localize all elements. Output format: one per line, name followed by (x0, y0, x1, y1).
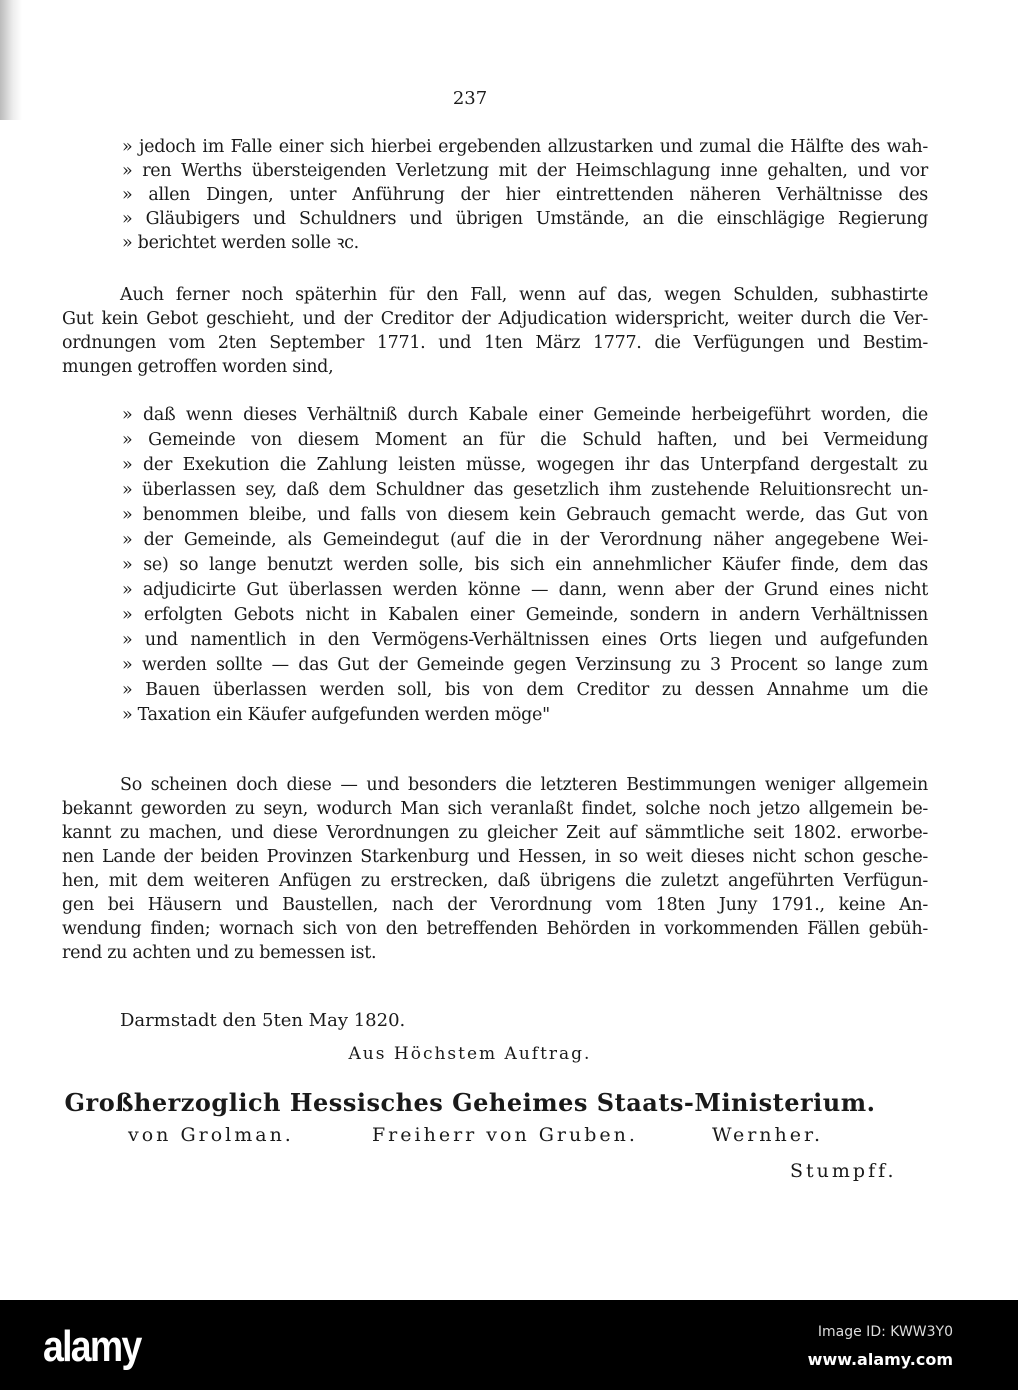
text-line: » ren Werths übersteigenden Verletzung mit der Heimschlagung inne gehalten, und vor (122, 161, 928, 181)
text-line: » der Gemeinde, als Gemeindegut (auf die in der Verordnung näher angegebene Wei- (122, 530, 928, 550)
date-line: Darmstadt den 5ten May 1820. (120, 1010, 406, 1031)
text-line: » werden sollte — das Gut der Gemeinde gegen Verzinsung zu 3 Procent so lange zum (122, 655, 928, 675)
signature-grolman: von Grolman. (128, 1124, 294, 1146)
text-line: mungen getroffen worden sind, (62, 357, 334, 377)
text-line: hen, mit dem weiteren Anfügen zu erstrecken, daß übrigens die zuletzt angeführten Verfügun- (62, 871, 928, 891)
text-line: » jedoch im Falle einer sich hierbei ergebenden allzustarken und zumal die Hälfte des wah- (122, 137, 928, 157)
text-line: » Gläubigers und Schuldners und übrigen Umstände, an die einschlägige Regierung (122, 209, 928, 229)
text-line: rend zu achten und zu bemessen ist. (62, 943, 377, 963)
text-line: » Taxation ein Käufer aufgefunden werden möge" (122, 705, 550, 725)
signature-wernher: Wernher. (712, 1124, 824, 1146)
text-line: » allen Dingen, unter Anführung der hier eintrettenden näheren Verhältnisse des (122, 185, 928, 205)
text-line: bekannt geworden zu seyn, wodurch Man sich veranlaßt findet, solche noch jetzo allgemein be- (62, 799, 928, 819)
text-line: » überlassen sey, daß dem Schuldner das gesetzlich ihm zustehende Reluitionsrecht un- (122, 480, 928, 500)
text-line: Gut kein Gebot geschieht, und der Creditor der Adjudication widerspricht, weiter durch die Ver- (62, 309, 928, 329)
text-line: » benommen bleibe, und falls von diesem kein Gebrauch gemacht werde, das Gut von (122, 505, 928, 525)
text-line: » der Exekution die Zahlung leisten müsse, wogegen ihr das Unterpfand dergestalt zu (122, 455, 928, 475)
ministry-heading: Großherzoglich Hessisches Geheimes Staats-Ministerium. (64, 1088, 876, 1117)
text-line: nen Lande der beiden Provinzen Starkenburg und Hessen, in so weit dieses nicht schon gesche- (62, 847, 928, 867)
site-url: www.alamy.com (807, 1350, 953, 1369)
text-line: » Gemeinde von diesem Moment an für die Schuld haften, und bei Vermeidung (122, 430, 928, 450)
text-line: » und namentlich in den Vermögens-Verhältnissen eines Orts liegen und aufgefunden (122, 630, 928, 650)
text-line: kannt zu machen, und diese Verordnungen zu gleicher Zeit auf sämmtliche seit 1802. erworbe- (62, 823, 928, 843)
text-line: » berichtet werden solle ꝛc. (122, 233, 359, 253)
text-line: So scheinen doch diese — und besonders die letzteren Bestimmungen weniger allgemein (120, 775, 928, 795)
watermark-footer (0, 1300, 1018, 1390)
text-line: gen bei Häusern und Baustellen, nach der Verordnung vom 18ten Juny 1791., keine An- (62, 895, 928, 915)
text-line: » erfolgten Gebots nicht in Kabalen einer Gemeinde, sondern in andern Verhältnissen (122, 605, 928, 625)
text-line: ordnungen vom 2ten September 1771. und 1ten März 1777. die Verfügungen und Bestim- (62, 333, 928, 353)
text-line: » Bauen überlassen werden soll, bis von dem Creditor zu dessen Annahme um die (122, 680, 928, 700)
order-line: Aus Höchstem Auftrag. (348, 1044, 592, 1064)
text-line: » daß wenn dieses Verhältniß durch Kabale einer Gemeinde herbeigeführt worden, die (122, 405, 928, 425)
text-line: » se) so lange benutzt werden solle, bis sich ein annehmlicher Käufer finde, dem das (122, 555, 928, 575)
image-id: Image ID: KWW3Y0 (817, 1324, 953, 1340)
text-line: wendung finden; wornach sich von den betreffenden Behörden in vorkommenden Fällen gebüh- (62, 919, 928, 939)
text-line: Auch ferner noch späterhin für den Fall, wenn auf das, wegen Schulden, subhastirte (120, 285, 928, 305)
alamy-logo: alamy (43, 1322, 141, 1371)
signature-stumpff: Stumpff. (790, 1160, 897, 1182)
page-number: 237 (452, 88, 488, 109)
signature-gruben: Freiherr von Gruben. (372, 1124, 638, 1146)
text-line: » adjudicirte Gut überlassen werden könne — dann, wenn aber der Grund eines nicht (122, 580, 928, 600)
